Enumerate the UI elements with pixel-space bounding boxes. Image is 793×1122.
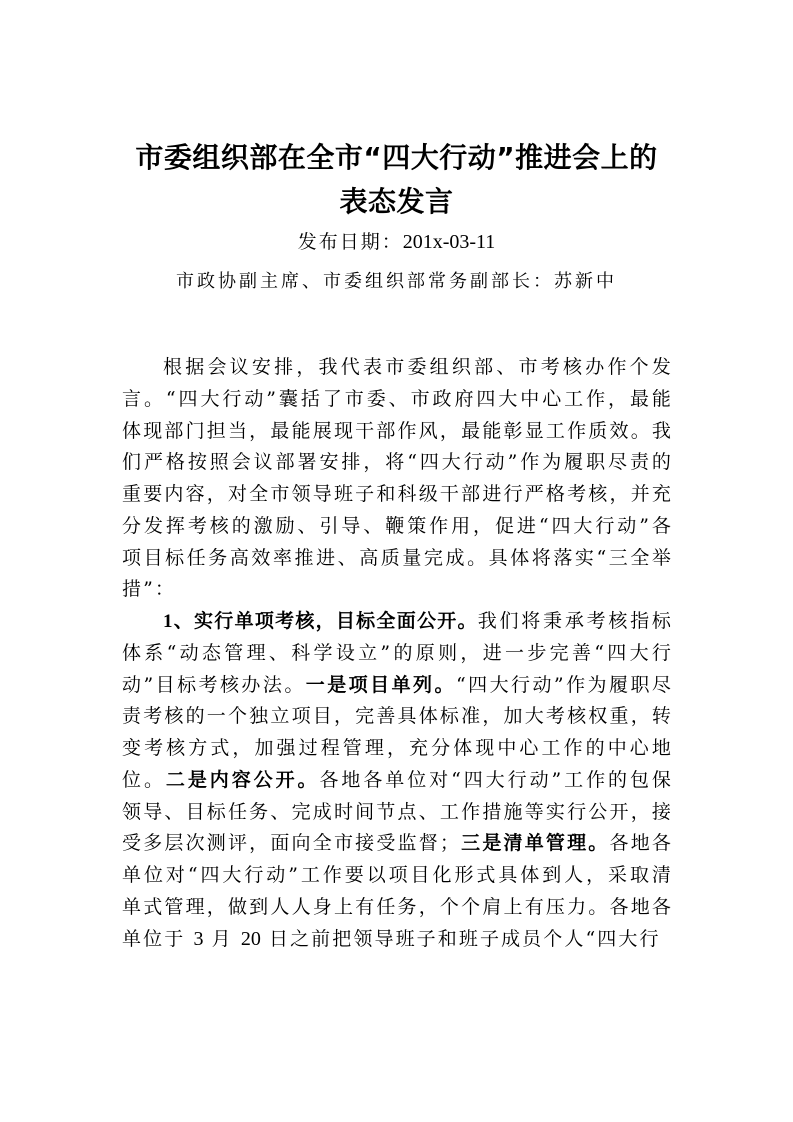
title-line-2: 表态发言: [339, 185, 454, 218]
paragraph-intro: 根据会议安排，我代表市委组织部、市考核办作个发言。“四大行动”囊括了市委、市政府四大中心工作，最能体现部门担当，最能展现干部作风，最能彰显工作质效。我们严格按照会议部署安排，将“四大行动”作为履职尽责的重要内容，对全市领导班子和科级干部进行严格考核，并充分发挥考核的激励、引导、鞭策作用，促进“四大行动”各项目标任务高效率推进、高质量完成。具体将落实“三全举措”：: [122, 356, 673, 601]
body-text: 月: [211, 927, 233, 950]
sub-point-3: 三是清单管理。: [461, 832, 610, 855]
body-text: 各地各单位对“四大行动”工作要以项目化形式具体到人，采取清单式管理，做到人人身上有任务，个个肩上有压力。各地各单位于: [122, 832, 673, 950]
sub-point-1: 一是项目单列。: [305, 673, 456, 696]
publish-date-value: 201x-03-11: [402, 231, 496, 253]
paragraph-measure-1: [122, 606, 673, 955]
body-text: “四大行动”作为履职尽责考核的一个独立项目，完善具体标准，加大考核权重，转变考核方式，加强过程管理，充分体现中心工作的中心地位。: [122, 673, 673, 791]
body-text: 日之前把领导班子和班子成员个人“四大行: [268, 927, 661, 950]
document-title: [100, 136, 693, 224]
document-body: [122, 352, 673, 955]
publish-date-label: 发布日期：: [297, 231, 403, 253]
author-line: 市政协副主席、市委组织部常务副部长：苏新中: [176, 271, 617, 292]
section-heading: [163, 610, 478, 632]
body-text: 各地各单位对“四大行动”工作的包保领导、目标任务、完成时间节点、工作措施等实行公开，接受多层次测评，面向全市接受监督；: [122, 768, 674, 855]
section-heading-number: 1: [163, 611, 174, 632]
section-heading-text: 、实行单项考核，目标全面公开。: [173, 610, 478, 632]
deadline-month: 3: [193, 927, 204, 950]
body-text: 我们将秉承考核指标体系“动态管理、科学设立”的原则，进一步完善“四大行动”目标考核办法。: [122, 610, 673, 696]
deadline-day: 20: [240, 927, 261, 950]
title-line-1: 市委组织部在全市“四大行动”推进会上的: [135, 141, 658, 174]
sub-point-2: 二是内容公开。: [165, 768, 320, 791]
publish-date: [100, 228, 693, 256]
